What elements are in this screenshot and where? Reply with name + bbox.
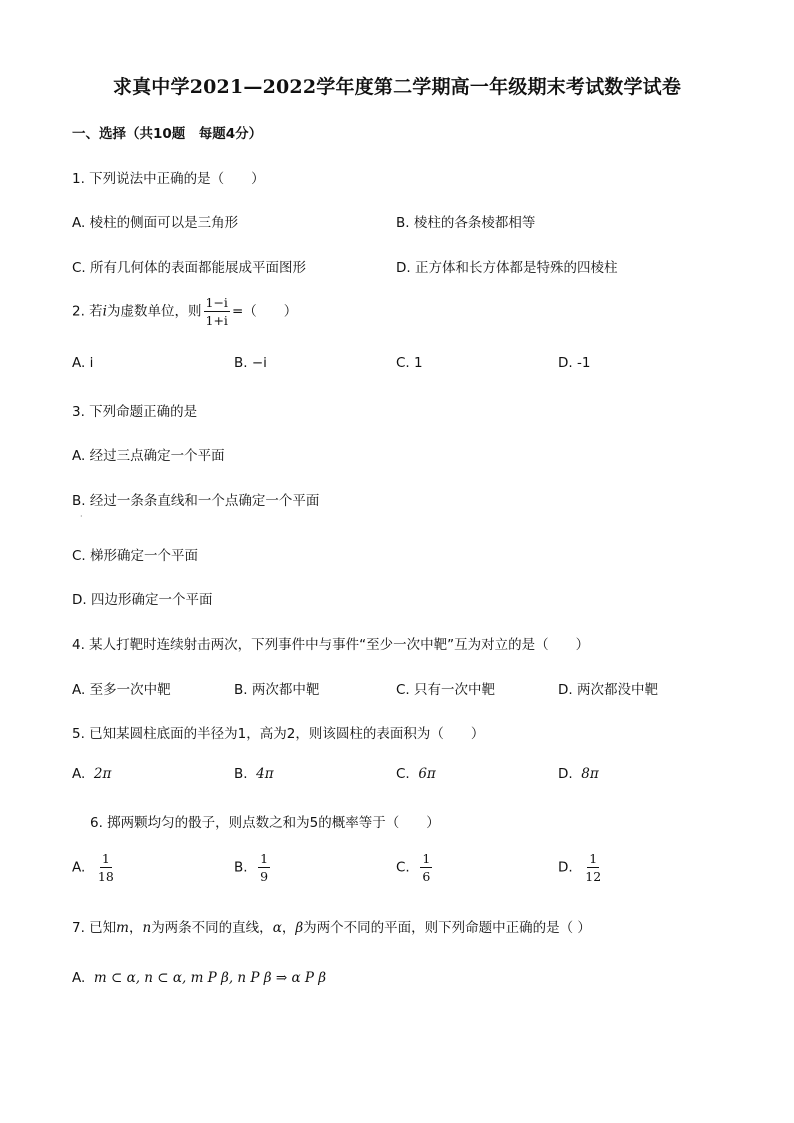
question-3-option-a: A. 经过三点确定一个平面 bbox=[72, 448, 225, 464]
separator: ， bbox=[281, 920, 296, 936]
question-3-option-c: C. 梯形确定一个平面 bbox=[72, 548, 199, 564]
question-2-option-d: D. -1 bbox=[558, 355, 591, 371]
question-1-option-b: B. 棱柱的各条棱都相等 bbox=[396, 215, 536, 231]
question-2-option-b: B. −i bbox=[234, 355, 267, 371]
line-m: m bbox=[116, 920, 129, 936]
question-5-option-c bbox=[396, 766, 436, 782]
option-label: D. bbox=[558, 859, 573, 876]
question-4-option-a: A. 至多一次中靶 bbox=[72, 682, 171, 698]
question-1-stem: 1. 下列说法中正确的是（ ） bbox=[72, 171, 265, 187]
separator: ， bbox=[128, 920, 143, 936]
question-4-option-b: B. 两次都中靶 bbox=[234, 682, 320, 698]
stray-dot: · bbox=[80, 512, 83, 521]
option-label: A. bbox=[72, 970, 86, 986]
fraction-numerator: 1 bbox=[260, 851, 269, 866]
question-4-option-d: D. 两次都没中靶 bbox=[558, 682, 658, 698]
question-1-option-d: D. 正方体和长方体都是特殊的四棱柱 bbox=[396, 260, 618, 276]
fraction-numerator: 1 bbox=[422, 851, 431, 866]
option-value: 6π bbox=[418, 766, 436, 782]
option-value: 2π bbox=[93, 766, 112, 782]
question-7-stem-middle: 为两条不同的直线， bbox=[151, 920, 273, 936]
option-label: C. bbox=[396, 859, 410, 876]
question-3-stem: 3. 下列命题正确的是 bbox=[72, 404, 198, 420]
fraction-denominator: 9 bbox=[260, 869, 269, 884]
question-6-option-b bbox=[234, 851, 272, 884]
option-label: A. bbox=[72, 859, 86, 876]
fraction-denominator: 1+i bbox=[205, 313, 228, 328]
option-expression: m ⊂ α, n ⊂ α, m P β, n P β ⇒ α P β bbox=[93, 970, 327, 986]
question-6-option-c bbox=[396, 851, 434, 884]
option-value: 4π bbox=[256, 766, 274, 782]
page-title: 求真中学2021—2022学年度第二学期高一年级期末考试数学试卷 bbox=[112, 76, 682, 98]
question-1-option-c: C. 所有几何体的表面都能展成平面图形 bbox=[72, 260, 307, 276]
option-label: B. bbox=[234, 859, 248, 876]
question-5-stem: 5. 已知某圆柱底面的半径为1，高为2，则该圆柱的表面积为（ ） bbox=[72, 726, 485, 742]
question-6-option-a bbox=[72, 851, 118, 884]
plane-beta: β bbox=[295, 920, 304, 936]
question-7-stem-prefix: 7. 已知 bbox=[72, 920, 117, 936]
question-7-option-a bbox=[72, 970, 326, 986]
option-fraction bbox=[96, 851, 116, 884]
option-fraction bbox=[420, 851, 432, 884]
question-7-stem bbox=[72, 916, 591, 936]
question-4-stem: 4. 某人打靶时连续射击两次，下列事件中与事件“至少一次中靶”互为对立的是（ ） bbox=[72, 637, 590, 653]
option-value: 8π bbox=[581, 766, 599, 782]
line-n: n bbox=[142, 920, 152, 936]
question-2-stem bbox=[72, 295, 297, 328]
question-5-option-d bbox=[558, 766, 599, 782]
option-label: C. bbox=[396, 766, 410, 782]
section-heading: 一、选择（共10题 每题4分） bbox=[72, 126, 263, 142]
question-3-option-d: D. 四边形确定一个平面 bbox=[72, 592, 213, 608]
fraction-numerator: 1−i bbox=[205, 295, 228, 310]
fraction-numerator: 1 bbox=[101, 851, 110, 866]
question-1-option-a: A. 棱柱的侧面可以是三角形 bbox=[72, 215, 239, 231]
question-7-stem-suffix: 为两个不同的平面，则下列命题中正确的是（ ） bbox=[303, 920, 591, 936]
question-2-stem-suffix: =（ ） bbox=[231, 303, 298, 320]
question-2-option-a: A. i bbox=[72, 355, 94, 371]
fraction-denominator: 18 bbox=[97, 869, 114, 884]
question-5-option-b bbox=[234, 766, 274, 782]
question-2-option-c: C. 1 bbox=[396, 355, 423, 371]
fraction-denominator: 6 bbox=[422, 869, 431, 884]
question-6-option-d bbox=[558, 851, 605, 884]
question-2-stem-prefix: 2. 若 bbox=[72, 303, 103, 320]
imaginary-unit: i bbox=[102, 303, 107, 320]
question-3-option-b: B. 经过一条条直线和一个点确定一个平面 bbox=[72, 493, 320, 509]
option-fraction bbox=[583, 851, 603, 884]
option-fraction bbox=[258, 851, 270, 884]
question-2-stem-middle: 为虚数单位，则 bbox=[107, 303, 202, 320]
fraction-denominator: 12 bbox=[585, 869, 602, 884]
plane-alpha: α bbox=[272, 920, 282, 936]
option-label: A. bbox=[72, 766, 86, 782]
question-4-option-c: C. 只有一次中靶 bbox=[396, 682, 496, 698]
option-label: D. bbox=[558, 766, 573, 782]
question-2-fraction bbox=[204, 295, 230, 328]
option-label: B. bbox=[234, 766, 248, 782]
question-5-option-a bbox=[72, 766, 111, 782]
fraction-numerator: 1 bbox=[589, 851, 598, 866]
question-6-stem: 6. 掷两颗均匀的骰子，则点数之和为5的概率等于（ ） bbox=[90, 815, 440, 831]
